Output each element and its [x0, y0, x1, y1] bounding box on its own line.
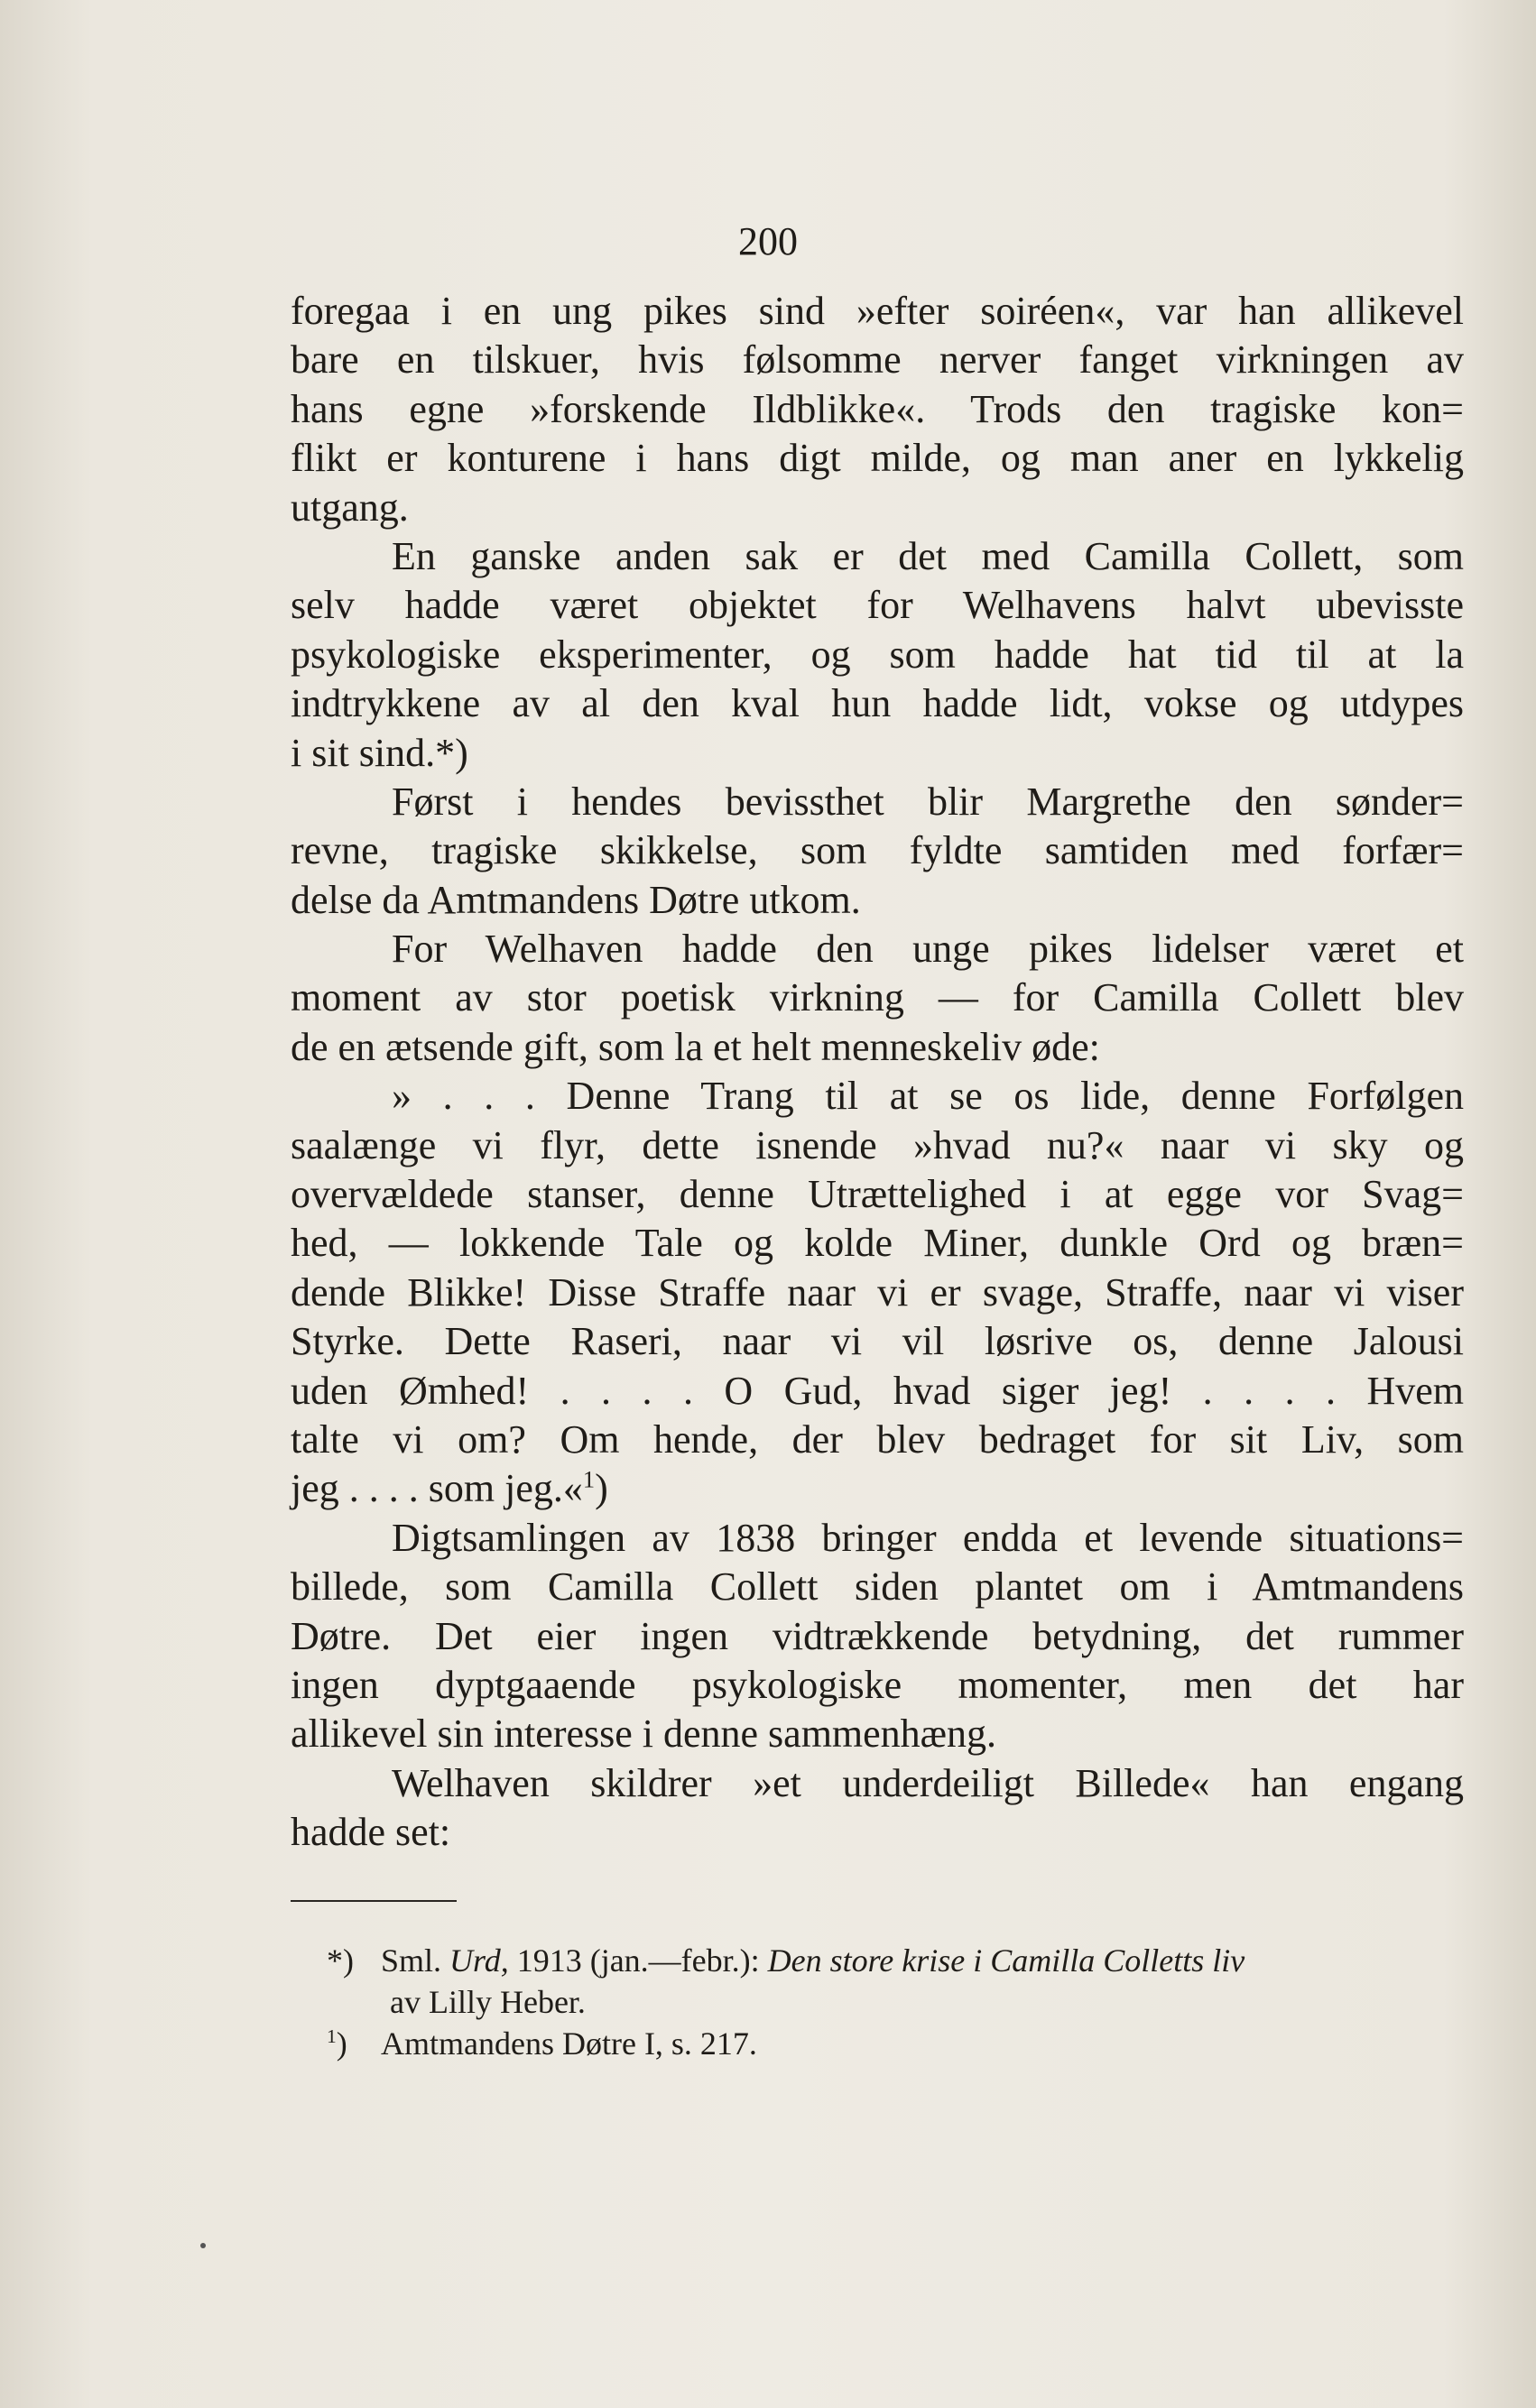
quote-end-text: jeg . . . . som jeg.«: [291, 1466, 583, 1511]
text-line: En ganske anden sak er det med Camilla Collett, som: [392, 533, 1464, 578]
quote-line: hed, — lokkende Tale og kolde Miner, dunkle Ord og bræn=: [291, 1221, 1464, 1266]
footnote-1-text-a: Sml.: [381, 1942, 442, 1979]
footnote-1: [327, 1940, 1464, 1981]
quote-line: » . . . Denne Trang til at se os lide, denne Forfølgen: [392, 1074, 1464, 1119]
footnote-2-text: Amtmandens Døtre I, s. 217.: [381, 2025, 757, 2062]
quote-line: overvældede stanser, denne Utrættelighed i at egge vor Svag=: [291, 1172, 1464, 1217]
footnote-2-mark-number: 1: [327, 2025, 337, 2047]
text-line: moment av stor poetisk virkning — for Camilla Collett blev: [291, 975, 1464, 1020]
footnote-1-title: Den store krise i Camilla Colletts liv: [767, 1942, 1245, 1979]
text-line: i sit sind.*): [291, 730, 468, 775]
quote-end-paren: ): [595, 1466, 608, 1511]
text-line: bare en tilskuer, hvis følsomme nerver fanget virkningen av: [291, 337, 1464, 383]
quote-line: Styrke. Dette Raseri, naar vi vil løsrive os, denne Jalousi: [291, 1319, 1464, 1364]
text-line: allikevel sin interesse i denne sammenhæng.: [291, 1711, 997, 1757]
footnote-1-continuation: av Lilly Heber.: [390, 1984, 586, 2020]
text-line: foregaa i en ung pikes sind »efter soiréen«, var han allikevel: [291, 289, 1464, 333]
footnote-1-journal: Urd,: [449, 1942, 509, 1979]
footnote-2-mark-paren: ): [336, 2025, 347, 2062]
text-line: de en ætsende gift, som la et helt menneskeliv øde:: [291, 1024, 1100, 1069]
quote-line: [291, 1464, 1464, 1513]
footnote-1-mark: *): [327, 1942, 354, 1979]
text-line: hans egne »forskende Ildblikke«. Trods den tragiske kon=: [291, 386, 1464, 431]
footnote-divider: [291, 1900, 457, 1902]
text-line: Døtre. Det eier ingen vidtrækkende betydning, det rummer: [291, 1613, 1464, 1658]
page-number: 200: [738, 219, 798, 263]
text-line: flikt er konturene i hans digt milde, og man aner en lykkelig: [291, 436, 1464, 481]
footnote-2-mark: [327, 2023, 381, 2064]
text-line: For Welhaven hadde den unge pikes lidelser været et: [392, 927, 1464, 972]
footnote-ref-1: 1: [582, 1465, 596, 1493]
text-line: Digtsamlingen av 1838 bringer endda et levende situations=: [392, 1515, 1464, 1560]
paper-speck: [200, 2243, 206, 2248]
text-line: hadde set:: [291, 1810, 451, 1855]
text-line: indtrykkene av al den kval hun hadde lidt, vokse og utdypes: [291, 681, 1464, 726]
text-line: ingen dyptgaaende psykologiske momenter, men det har: [291, 1662, 1464, 1707]
text-line: revne, tragiske skikkelse, som fyldte samtiden med forfær=: [291, 828, 1464, 873]
text-line: billede, som Camilla Collett siden plantet om i Amtmandens: [291, 1564, 1464, 1610]
text-line: psykologiske eksperimenter, og som hadde hat tid til at la: [291, 632, 1464, 677]
quote-line: uden Ømhed! . . . . O Gud, hvad siger jeg! . . . . Hvem: [291, 1368, 1464, 1413]
text-line: Først i hendes bevissthet blir Margrethe den sønder=: [392, 779, 1464, 824]
quote-line: dende Blikke! Disse Straffe naar vi er svage, Straffe, naar vi viser: [291, 1269, 1464, 1315]
quote-line: talte vi om? Om hende, der blev bedraget for sit Liv, som: [291, 1416, 1464, 1462]
body-text: [291, 287, 1464, 1858]
text-line: selv hadde været objektet for Welhavens halvt ubevisste: [291, 583, 1464, 628]
text-line: Welhaven skildrer »et underdeiligt Billede« han engang: [392, 1760, 1464, 1805]
footnote-1-text-b: 1913 (jan.—febr.):: [516, 1942, 760, 1979]
footnote-2: [327, 2023, 1464, 2064]
footnotes: [327, 1940, 1464, 2064]
text-line: utgang.: [291, 484, 409, 530]
quote-line: saalænge vi flyr, dette isnende »hvad nu?« naar vi sky og: [291, 1122, 1464, 1167]
text-line: delse da Amtmandens Døtre utkom.: [291, 877, 861, 922]
